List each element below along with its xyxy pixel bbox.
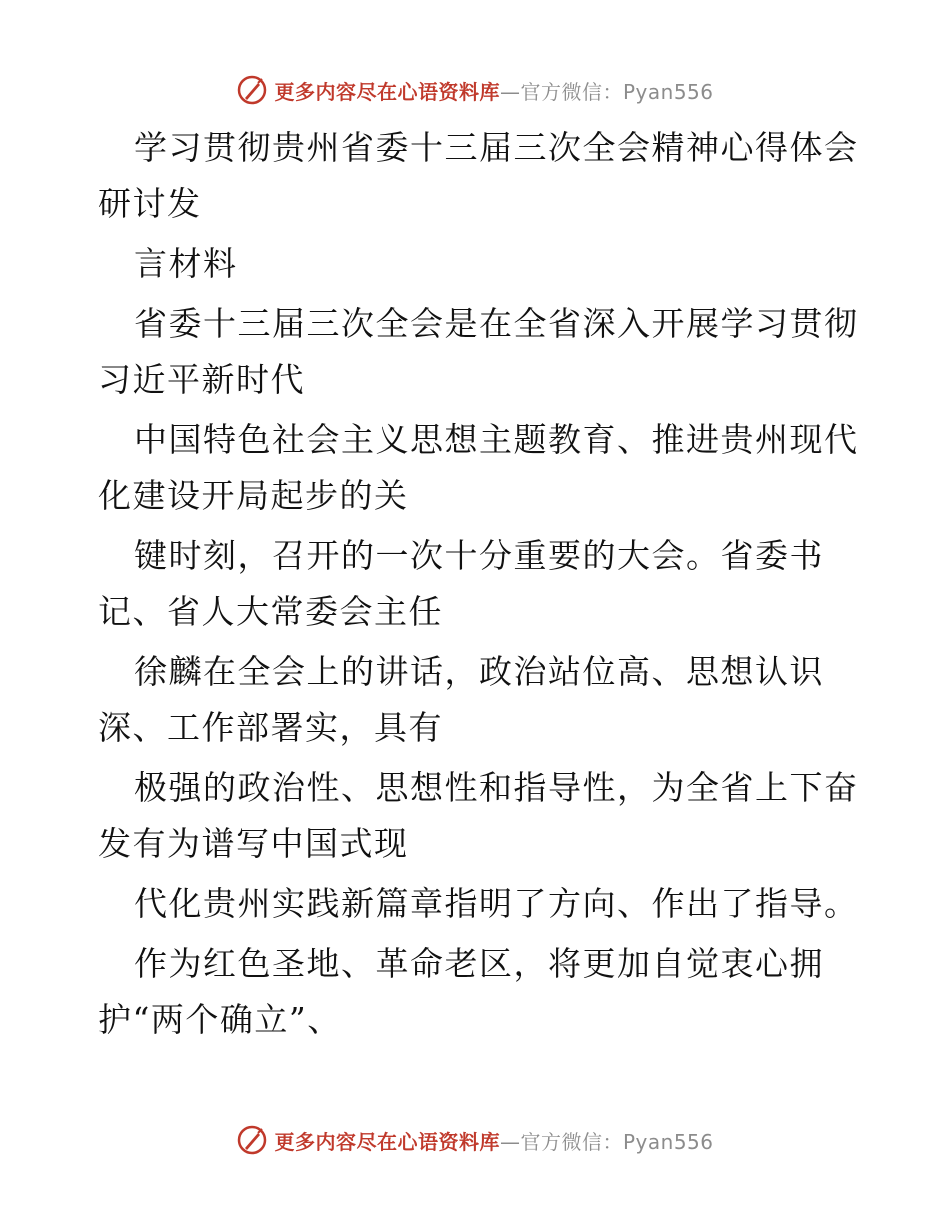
paragraph-line: 化建设开局起步的关 [98, 476, 409, 515]
quill-pen-logo-icon [236, 1124, 268, 1156]
paragraph-line: 作为红色圣地、革命老区，将更加自觉衷心拥 [134, 944, 824, 983]
footer-banner [0, 1120, 950, 1160]
paragraph-line: 深、工作部署实，具有 [98, 708, 443, 747]
paragraph-line: 代化贵州实践新篇章指明了方向、作出了指导。 [134, 884, 859, 923]
banner-wechat-id: Pyan556 [622, 1129, 714, 1154]
banner-dash: — [499, 79, 521, 104]
title-line-1: 学习贯彻贵州省委十三届三次全会精神心得体会 [134, 128, 859, 167]
banner-wechat-id: Pyan556 [622, 79, 714, 104]
banner-text [274, 76, 713, 105]
paragraph-line: 护“两个确立”、 [98, 1000, 342, 1039]
title-line-3: 言材料 [134, 244, 238, 283]
paragraph-line: 省委十三届三次全会是在全省深入开展学习贯彻 [134, 304, 859, 343]
paragraph-line: 键时刻，召开的一次十分重要的大会。省委书 [134, 536, 824, 575]
quill-pen-logo-icon [236, 74, 268, 106]
paragraph-line: 发有为谱写中国式现 [98, 824, 409, 863]
title-line-2: 研讨发 [98, 184, 202, 223]
paragraph-line: 习近平新时代 [98, 360, 305, 399]
banner-wechat-label: 官方微信： [520, 79, 623, 104]
paragraph-line: 中国特色社会主义思想主题教育、推进贵州现代 [134, 420, 859, 459]
banner-text [274, 1126, 713, 1155]
paragraph-line: 记、省人大常委会主任 [98, 592, 443, 631]
banner-wechat-label: 官方微信： [520, 1129, 623, 1154]
paragraph-line: 极强的政治性、思想性和指导性，为全省上下奋 [134, 768, 859, 807]
banner-site-name: 更多内容尽在心语资料库 [274, 1129, 500, 1154]
header-banner [0, 70, 950, 110]
banner-dash: — [499, 1129, 521, 1154]
banner-site-name: 更多内容尽在心语资料库 [274, 79, 500, 104]
paragraph-line: 徐麟在全会上的讲话，政治站位高、思想认识 [134, 652, 824, 691]
